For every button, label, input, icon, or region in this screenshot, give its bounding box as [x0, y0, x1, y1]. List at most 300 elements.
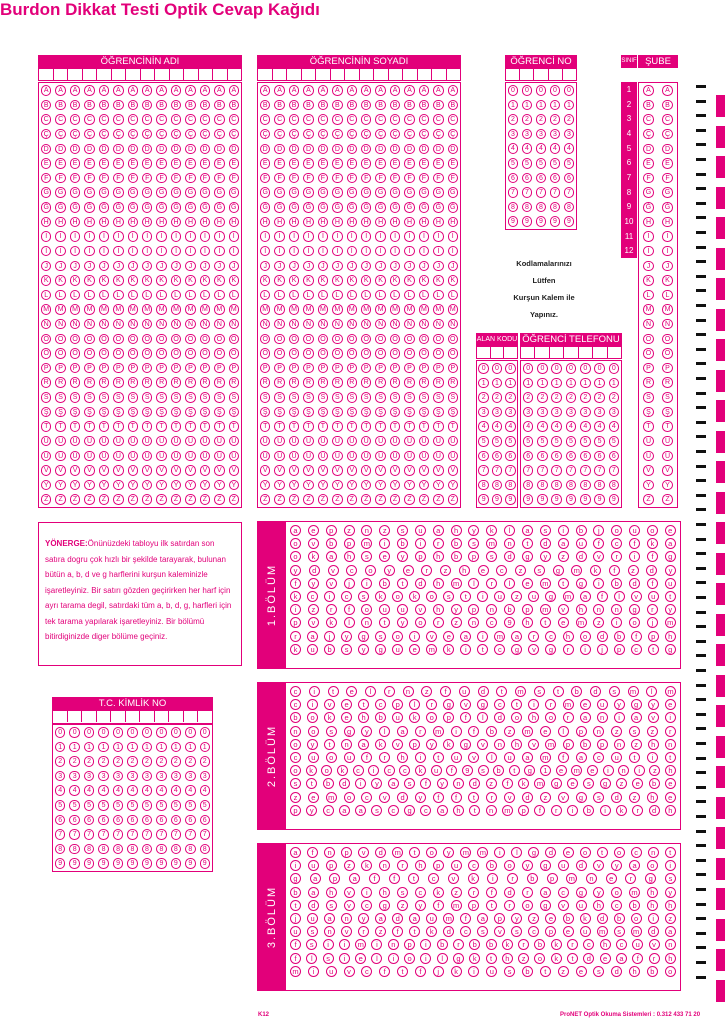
bubble[interactable]: Ü: [332, 451, 343, 462]
letter-bubble[interactable]: i: [629, 551, 640, 562]
bubble[interactable]: N: [289, 319, 300, 330]
bubble[interactable]: L: [229, 290, 240, 301]
letter-bubble[interactable]: c: [428, 873, 439, 884]
bubble[interactable]: P: [390, 363, 401, 374]
bubble[interactable]: 9: [69, 858, 80, 869]
letter-bubble[interactable]: b: [437, 939, 448, 950]
bubble[interactable]: 3: [171, 771, 182, 782]
bubble[interactable]: M: [289, 304, 300, 315]
bubble[interactable]: Ç: [332, 129, 343, 140]
bubble[interactable]: B: [229, 100, 240, 111]
letter-bubble[interactable]: o: [290, 739, 301, 750]
bubble[interactable]: N: [84, 319, 95, 330]
letter-bubble[interactable]: b: [614, 631, 625, 642]
bubble[interactable]: T: [332, 421, 343, 432]
bubble[interactable]: 3: [478, 407, 489, 418]
bubble[interactable]: 6: [98, 815, 109, 826]
letter-bubble[interactable]: k: [375, 739, 386, 750]
bubble[interactable]: C: [448, 114, 459, 125]
bubble[interactable]: P: [214, 363, 225, 374]
letter-bubble[interactable]: r: [507, 873, 518, 884]
bubble[interactable]: R: [361, 377, 372, 388]
bubble[interactable]: 8: [594, 480, 605, 491]
bubble[interactable]: 9: [55, 858, 66, 869]
letter-bubble[interactable]: v: [558, 792, 569, 803]
bubble[interactable]: B: [419, 100, 430, 111]
bubble[interactable]: L: [347, 290, 358, 301]
bubble[interactable]: O: [171, 334, 182, 345]
bubble[interactable]: Ö: [185, 348, 196, 359]
bubble[interactable]: 6: [69, 815, 80, 826]
bubble[interactable]: T: [229, 421, 240, 432]
bubble[interactable]: Ö: [303, 348, 314, 359]
letter-bubble[interactable]: h: [528, 712, 539, 723]
bubble[interactable]: G: [361, 187, 372, 198]
bubble[interactable]: 3: [185, 771, 196, 782]
letter-bubble[interactable]: s: [629, 726, 640, 737]
letter-bubble[interactable]: z: [397, 900, 408, 911]
bubble[interactable]: A: [229, 85, 240, 96]
bubble[interactable]: O: [70, 334, 81, 345]
bubble[interactable]: 0: [505, 363, 516, 374]
letter-bubble[interactable]: o: [426, 847, 437, 858]
letter-bubble[interactable]: m: [540, 604, 551, 615]
letter-bubble[interactable]: z: [649, 765, 660, 776]
bubble[interactable]: Ğ: [361, 202, 372, 213]
bubble[interactable]: V: [260, 465, 271, 476]
bubble[interactable]: S: [448, 392, 459, 403]
bubble[interactable]: Ğ: [390, 202, 401, 213]
letter-bubble[interactable]: f: [433, 900, 444, 911]
bubble[interactable]: Ç: [41, 129, 52, 140]
bubble[interactable]: Ç: [274, 129, 285, 140]
bubble[interactable]: J: [84, 261, 95, 272]
bubble[interactable]: D: [274, 144, 285, 155]
letter-bubble[interactable]: b: [583, 805, 594, 816]
bubble[interactable]: 2: [84, 756, 95, 767]
bubble[interactable]: 5: [536, 158, 547, 169]
bubble[interactable]: N: [260, 319, 271, 330]
letter-bubble[interactable]: c: [545, 631, 556, 642]
bubble[interactable]: B: [113, 100, 124, 111]
bubble[interactable]: K: [171, 275, 182, 286]
bubble[interactable]: 4: [505, 421, 516, 432]
bubble[interactable]: D: [185, 144, 196, 155]
letter-bubble[interactable]: e: [563, 926, 574, 937]
letter-bubble[interactable]: v: [528, 644, 539, 655]
bubble[interactable]: 4: [508, 143, 519, 154]
letter-bubble[interactable]: u: [597, 699, 608, 710]
letter-bubble[interactable]: t: [409, 926, 420, 937]
letter-bubble[interactable]: b: [580, 739, 591, 750]
letter-bubble[interactable]: f: [597, 591, 608, 602]
letter-bubble[interactable]: d: [597, 913, 608, 924]
letter-bubble[interactable]: r: [611, 551, 622, 562]
letter-bubble[interactable]: u: [632, 939, 643, 950]
bubble[interactable]: L: [99, 290, 110, 301]
bubble[interactable]: E: [99, 158, 110, 169]
bubble[interactable]: 2: [200, 756, 211, 767]
bubble[interactable]: 1: [508, 100, 519, 111]
bubble[interactable]: B: [274, 100, 285, 111]
bubble[interactable]: S: [156, 392, 167, 403]
bubble[interactable]: E: [55, 158, 66, 169]
bubble[interactable]: S: [332, 392, 343, 403]
bubble[interactable]: C: [55, 114, 66, 125]
letter-bubble[interactable]: c: [460, 926, 471, 937]
letter-bubble[interactable]: t: [540, 966, 551, 977]
letter-bubble[interactable]: c: [583, 939, 594, 950]
letter-bubble[interactable]: e: [665, 778, 676, 789]
letter-bubble[interactable]: b: [522, 966, 533, 977]
letter-bubble[interactable]: y: [468, 525, 479, 536]
bubble[interactable]: T: [171, 421, 182, 432]
bubble[interactable]: 0: [492, 363, 503, 374]
bubble[interactable]: J: [662, 261, 673, 272]
letter-bubble[interactable]: 9: [462, 765, 473, 776]
letter-bubble[interactable]: g: [665, 644, 676, 655]
bubble[interactable]: A: [419, 85, 430, 96]
write-cells-tc[interactable]: [52, 710, 213, 724]
bubble[interactable]: İ: [419, 246, 430, 257]
bubble[interactable]: A: [128, 85, 139, 96]
bubble[interactable]: P: [303, 363, 314, 374]
letter-bubble[interactable]: p: [409, 739, 420, 750]
bubble[interactable]: 9: [171, 858, 182, 869]
letter-bubble[interactable]: o: [392, 591, 403, 602]
bubble[interactable]: K: [113, 275, 124, 286]
bubble[interactable]: J: [332, 261, 343, 272]
letter-bubble[interactable]: t: [665, 752, 676, 763]
bubble-grid-no[interactable]: [505, 82, 577, 230]
bubble[interactable]: D: [200, 144, 211, 155]
bubble[interactable]: Ö: [289, 348, 300, 359]
bubble[interactable]: 3: [550, 129, 561, 140]
bubble[interactable]: Y: [332, 480, 343, 491]
bubble[interactable]: 9: [522, 216, 533, 227]
letter-bubble[interactable]: u: [665, 578, 676, 589]
letter-bubble[interactable]: z: [628, 565, 639, 576]
bubble[interactable]: Ü: [662, 451, 673, 462]
bubble[interactable]: V: [390, 465, 401, 476]
bubble[interactable]: K: [55, 275, 66, 286]
write-cell[interactable]: [359, 69, 374, 80]
bubble[interactable]: Ğ: [274, 202, 285, 213]
letter-bubble[interactable]: d: [478, 686, 489, 697]
bubble[interactable]: B: [200, 100, 211, 111]
bubble[interactable]: Ğ: [214, 202, 225, 213]
bubble[interactable]: 1: [566, 378, 577, 389]
bubble[interactable]: L: [70, 290, 81, 301]
bubble[interactable]: Ü: [99, 451, 110, 462]
letter-bubble[interactable]: g: [540, 860, 551, 871]
bubble[interactable]: Ğ: [347, 202, 358, 213]
bubble[interactable]: Ü: [113, 451, 124, 462]
bubble[interactable]: Ü: [70, 451, 81, 462]
bubble[interactable]: İ: [84, 246, 95, 257]
bubble[interactable]: A: [332, 85, 343, 96]
bubble[interactable]: C: [375, 114, 386, 125]
bubble[interactable]: Ü: [347, 451, 358, 462]
letter-bubble[interactable]: c: [361, 900, 372, 911]
letter-bubble[interactable]: z: [421, 686, 432, 697]
bubble[interactable]: 7: [185, 829, 196, 840]
bubble[interactable]: B: [214, 100, 225, 111]
bubble[interactable]: 1: [522, 100, 533, 111]
bubble[interactable]: O: [274, 334, 285, 345]
letter-bubble[interactable]: f: [558, 752, 569, 763]
bubble[interactable]: 1: [69, 742, 80, 753]
letter-bubble[interactable]: k: [443, 644, 454, 655]
letter-bubble[interactable]: t: [553, 686, 564, 697]
bubble[interactable]: Ö: [375, 348, 386, 359]
bubble[interactable]: E: [200, 158, 211, 169]
bubble[interactable]: C: [404, 114, 415, 125]
bubble[interactable]: E: [662, 158, 673, 169]
letter-bubble[interactable]: y: [415, 792, 426, 803]
bubble[interactable]: N: [41, 319, 52, 330]
bubble[interactable]: 8: [537, 480, 548, 491]
letter-bubble[interactable]: n: [597, 712, 608, 723]
letter-bubble[interactable]: o: [365, 565, 376, 576]
letter-bubble[interactable]: e: [580, 699, 591, 710]
bubble[interactable]: 9: [127, 858, 138, 869]
letter-bubble[interactable]: g: [511, 644, 522, 655]
letter-bubble[interactable]: o: [307, 712, 318, 723]
bubble[interactable]: 6: [522, 173, 533, 184]
bubble[interactable]: Ö: [361, 348, 372, 359]
bubble[interactable]: P: [643, 363, 654, 374]
bubble[interactable]: 5: [537, 436, 548, 447]
bubble[interactable]: O: [84, 334, 95, 345]
bubble[interactable]: 5: [508, 158, 519, 169]
letter-bubble[interactable]: s: [397, 887, 408, 898]
bubble[interactable]: V: [332, 465, 343, 476]
bubble[interactable]: 7: [609, 465, 620, 476]
bubble[interactable]: S: [662, 392, 673, 403]
letter-bubble[interactable]: n: [593, 726, 604, 737]
bubble[interactable]: J: [156, 261, 167, 272]
letter-bubble[interactable]: g: [629, 604, 640, 615]
bubble[interactable]: T: [156, 421, 167, 432]
letter-bubble[interactable]: l: [409, 699, 420, 710]
letter-bubble[interactable]: g: [443, 699, 454, 710]
letter-bubble[interactable]: y: [415, 900, 426, 911]
letter-bubble[interactable]: f: [502, 778, 513, 789]
letter-bubble[interactable]: b: [451, 551, 462, 562]
bubble[interactable]: S: [318, 392, 329, 403]
letter-bubble[interactable]: e: [556, 765, 567, 776]
letter-bubble[interactable]: k: [469, 953, 480, 964]
bubble[interactable]: I: [128, 231, 139, 242]
bubble[interactable]: K: [260, 275, 271, 286]
bubble[interactable]: Ç: [55, 129, 66, 140]
letter-bubble[interactable]: k: [551, 953, 562, 964]
bubble[interactable]: O: [185, 334, 196, 345]
letter-bubble[interactable]: v: [415, 604, 426, 615]
bubble[interactable]: 5: [551, 436, 562, 447]
letter-bubble[interactable]: s: [583, 778, 594, 789]
bubble[interactable]: 9: [537, 494, 548, 505]
bubble[interactable]: G: [70, 187, 81, 198]
bubble[interactable]: J: [128, 261, 139, 272]
bubble[interactable]: Ö: [70, 348, 81, 359]
letter-bubble[interactable]: b: [326, 538, 337, 549]
bubble[interactable]: 3: [84, 771, 95, 782]
bubble[interactable]: C: [303, 114, 314, 125]
letter-bubble[interactable]: r: [486, 578, 497, 589]
letter-bubble[interactable]: v: [308, 538, 319, 549]
bubble[interactable]: U: [84, 436, 95, 447]
bubble[interactable]: E: [185, 158, 196, 169]
bubble[interactable]: D: [347, 144, 358, 155]
letter-bubble[interactable]: r: [415, 726, 426, 737]
bubble[interactable]: E: [70, 158, 81, 169]
letter-bubble[interactable]: i: [648, 913, 659, 924]
letter-bubble[interactable]: t: [665, 591, 676, 602]
bubble[interactable]: O: [361, 334, 372, 345]
letter-bubble[interactable]: j: [324, 631, 335, 642]
letter-bubble[interactable]: s: [358, 591, 369, 602]
letter-bubble[interactable]: h: [459, 565, 470, 576]
letter-bubble[interactable]: g: [528, 847, 539, 858]
letter-bubble[interactable]: a: [540, 887, 551, 898]
bubble[interactable]: 4: [185, 785, 196, 796]
bubble[interactable]: J: [404, 261, 415, 272]
letter-bubble[interactable]: z: [379, 525, 390, 536]
letter-bubble[interactable]: r: [433, 538, 444, 549]
bubble[interactable]: İ: [214, 246, 225, 257]
letter-bubble[interactable]: p: [468, 604, 479, 615]
bubble[interactable]: İ: [113, 246, 124, 257]
write-cell[interactable]: [82, 69, 97, 80]
letter-bubble[interactable]: n: [379, 860, 390, 871]
letter-bubble[interactable]: p: [597, 739, 608, 750]
bubble-grid-sube[interactable]: [638, 82, 678, 508]
bubble[interactable]: 2: [113, 756, 124, 767]
bubble[interactable]: P: [171, 363, 182, 374]
letter-bubble[interactable]: i: [600, 805, 611, 816]
bubble[interactable]: L: [404, 290, 415, 301]
bubble[interactable]: D: [419, 144, 430, 155]
write-cells-ad[interactable]: [38, 68, 242, 81]
bubble[interactable]: O: [214, 334, 225, 345]
letter-bubble[interactable]: f: [468, 726, 479, 737]
letter-bubble[interactable]: h: [397, 752, 408, 763]
bubble[interactable]: T: [70, 421, 81, 432]
bubble[interactable]: H: [390, 217, 401, 228]
letter-bubble[interactable]: d: [576, 551, 587, 562]
bubble[interactable]: U: [318, 436, 329, 447]
letter-bubble[interactable]: a: [409, 913, 420, 924]
bubble[interactable]: 7: [200, 829, 211, 840]
bubble[interactable]: R: [70, 377, 81, 388]
letter-bubble[interactable]: v: [326, 578, 337, 589]
bubble[interactable]: 2: [566, 392, 577, 403]
bubble[interactable]: Ğ: [99, 202, 110, 213]
letter-bubble[interactable]: d: [611, 792, 622, 803]
letter-bubble[interactable]: p: [468, 551, 479, 562]
bubble[interactable]: V: [70, 465, 81, 476]
bubble[interactable]: A: [214, 85, 225, 96]
letter-bubble[interactable]: d: [392, 913, 403, 924]
write-cell[interactable]: [272, 69, 287, 80]
bubble[interactable]: Ç: [229, 129, 240, 140]
bubble[interactable]: A: [55, 85, 66, 96]
bubble[interactable]: Y: [70, 480, 81, 491]
bubble[interactable]: Ö: [84, 348, 95, 359]
letter-bubble[interactable]: o: [611, 525, 622, 536]
bubble[interactable]: V: [185, 465, 196, 476]
letter-bubble[interactable]: d: [309, 565, 320, 576]
bubble[interactable]: U: [419, 436, 430, 447]
write-cell[interactable]: [373, 69, 388, 80]
bubble[interactable]: P: [404, 363, 415, 374]
bubble[interactable]: 8: [522, 202, 533, 213]
bubble[interactable]: Ç: [214, 129, 225, 140]
letter-bubble[interactable]: z: [558, 966, 569, 977]
bubble[interactable]: 4: [523, 421, 534, 432]
bubble[interactable]: C: [70, 114, 81, 125]
letter-bubble[interactable]: i: [290, 604, 301, 615]
bubble[interactable]: L: [113, 290, 124, 301]
letter-bubble[interactable]: a: [437, 805, 448, 816]
bubble[interactable]: O: [643, 334, 654, 345]
bubble[interactable]: S: [185, 392, 196, 403]
bubble[interactable]: V: [99, 465, 110, 476]
bubble[interactable]: O: [433, 334, 444, 345]
letter-bubble[interactable]: y: [443, 847, 454, 858]
bubble[interactable]: C: [332, 114, 343, 125]
bubble[interactable]: C: [260, 114, 271, 125]
letter-bubble[interactable]: p: [326, 525, 337, 536]
bubble[interactable]: Ö: [274, 348, 285, 359]
bubble[interactable]: Ö: [662, 348, 673, 359]
bubble[interactable]: E: [318, 158, 329, 169]
bubble[interactable]: D: [289, 144, 300, 155]
letter-bubble[interactable]: y: [358, 644, 369, 655]
letter-bubble[interactable]: i: [361, 887, 372, 898]
bubble[interactable]: 9: [580, 494, 591, 505]
letter-bubble[interactable]: k: [361, 860, 372, 871]
bubble[interactable]: 5: [69, 800, 80, 811]
bubble[interactable]: 9: [508, 216, 519, 227]
letter-bubble[interactable]: p: [576, 726, 587, 737]
bubble[interactable]: T: [390, 421, 401, 432]
bubble[interactable]: 9: [505, 494, 516, 505]
letter-bubble[interactable]: h: [344, 551, 355, 562]
letter-bubble[interactable]: s: [511, 926, 522, 937]
letter-bubble[interactable]: e: [522, 578, 533, 589]
bubble[interactable]: V: [404, 465, 415, 476]
bubble[interactable]: B: [171, 100, 182, 111]
bubble[interactable]: Ş: [448, 407, 459, 418]
letter-bubble[interactable]: c: [494, 644, 505, 655]
write-cell[interactable]: [388, 69, 403, 80]
bubble[interactable]: Z: [274, 494, 285, 505]
letter-bubble[interactable]: u: [576, 900, 587, 911]
bubble[interactable]: 0: [580, 363, 591, 374]
letter-bubble[interactable]: v: [468, 752, 479, 763]
write-cell[interactable]: [519, 69, 533, 80]
section-2-bubbles[interactable]: [290, 685, 676, 817]
letter-bubble[interactable]: o: [580, 847, 591, 858]
bubble[interactable]: L: [448, 290, 459, 301]
bubble[interactable]: M: [260, 304, 271, 315]
bubble[interactable]: Z: [260, 494, 271, 505]
bubble[interactable]: 6: [523, 451, 534, 462]
bubble[interactable]: 3: [69, 771, 80, 782]
